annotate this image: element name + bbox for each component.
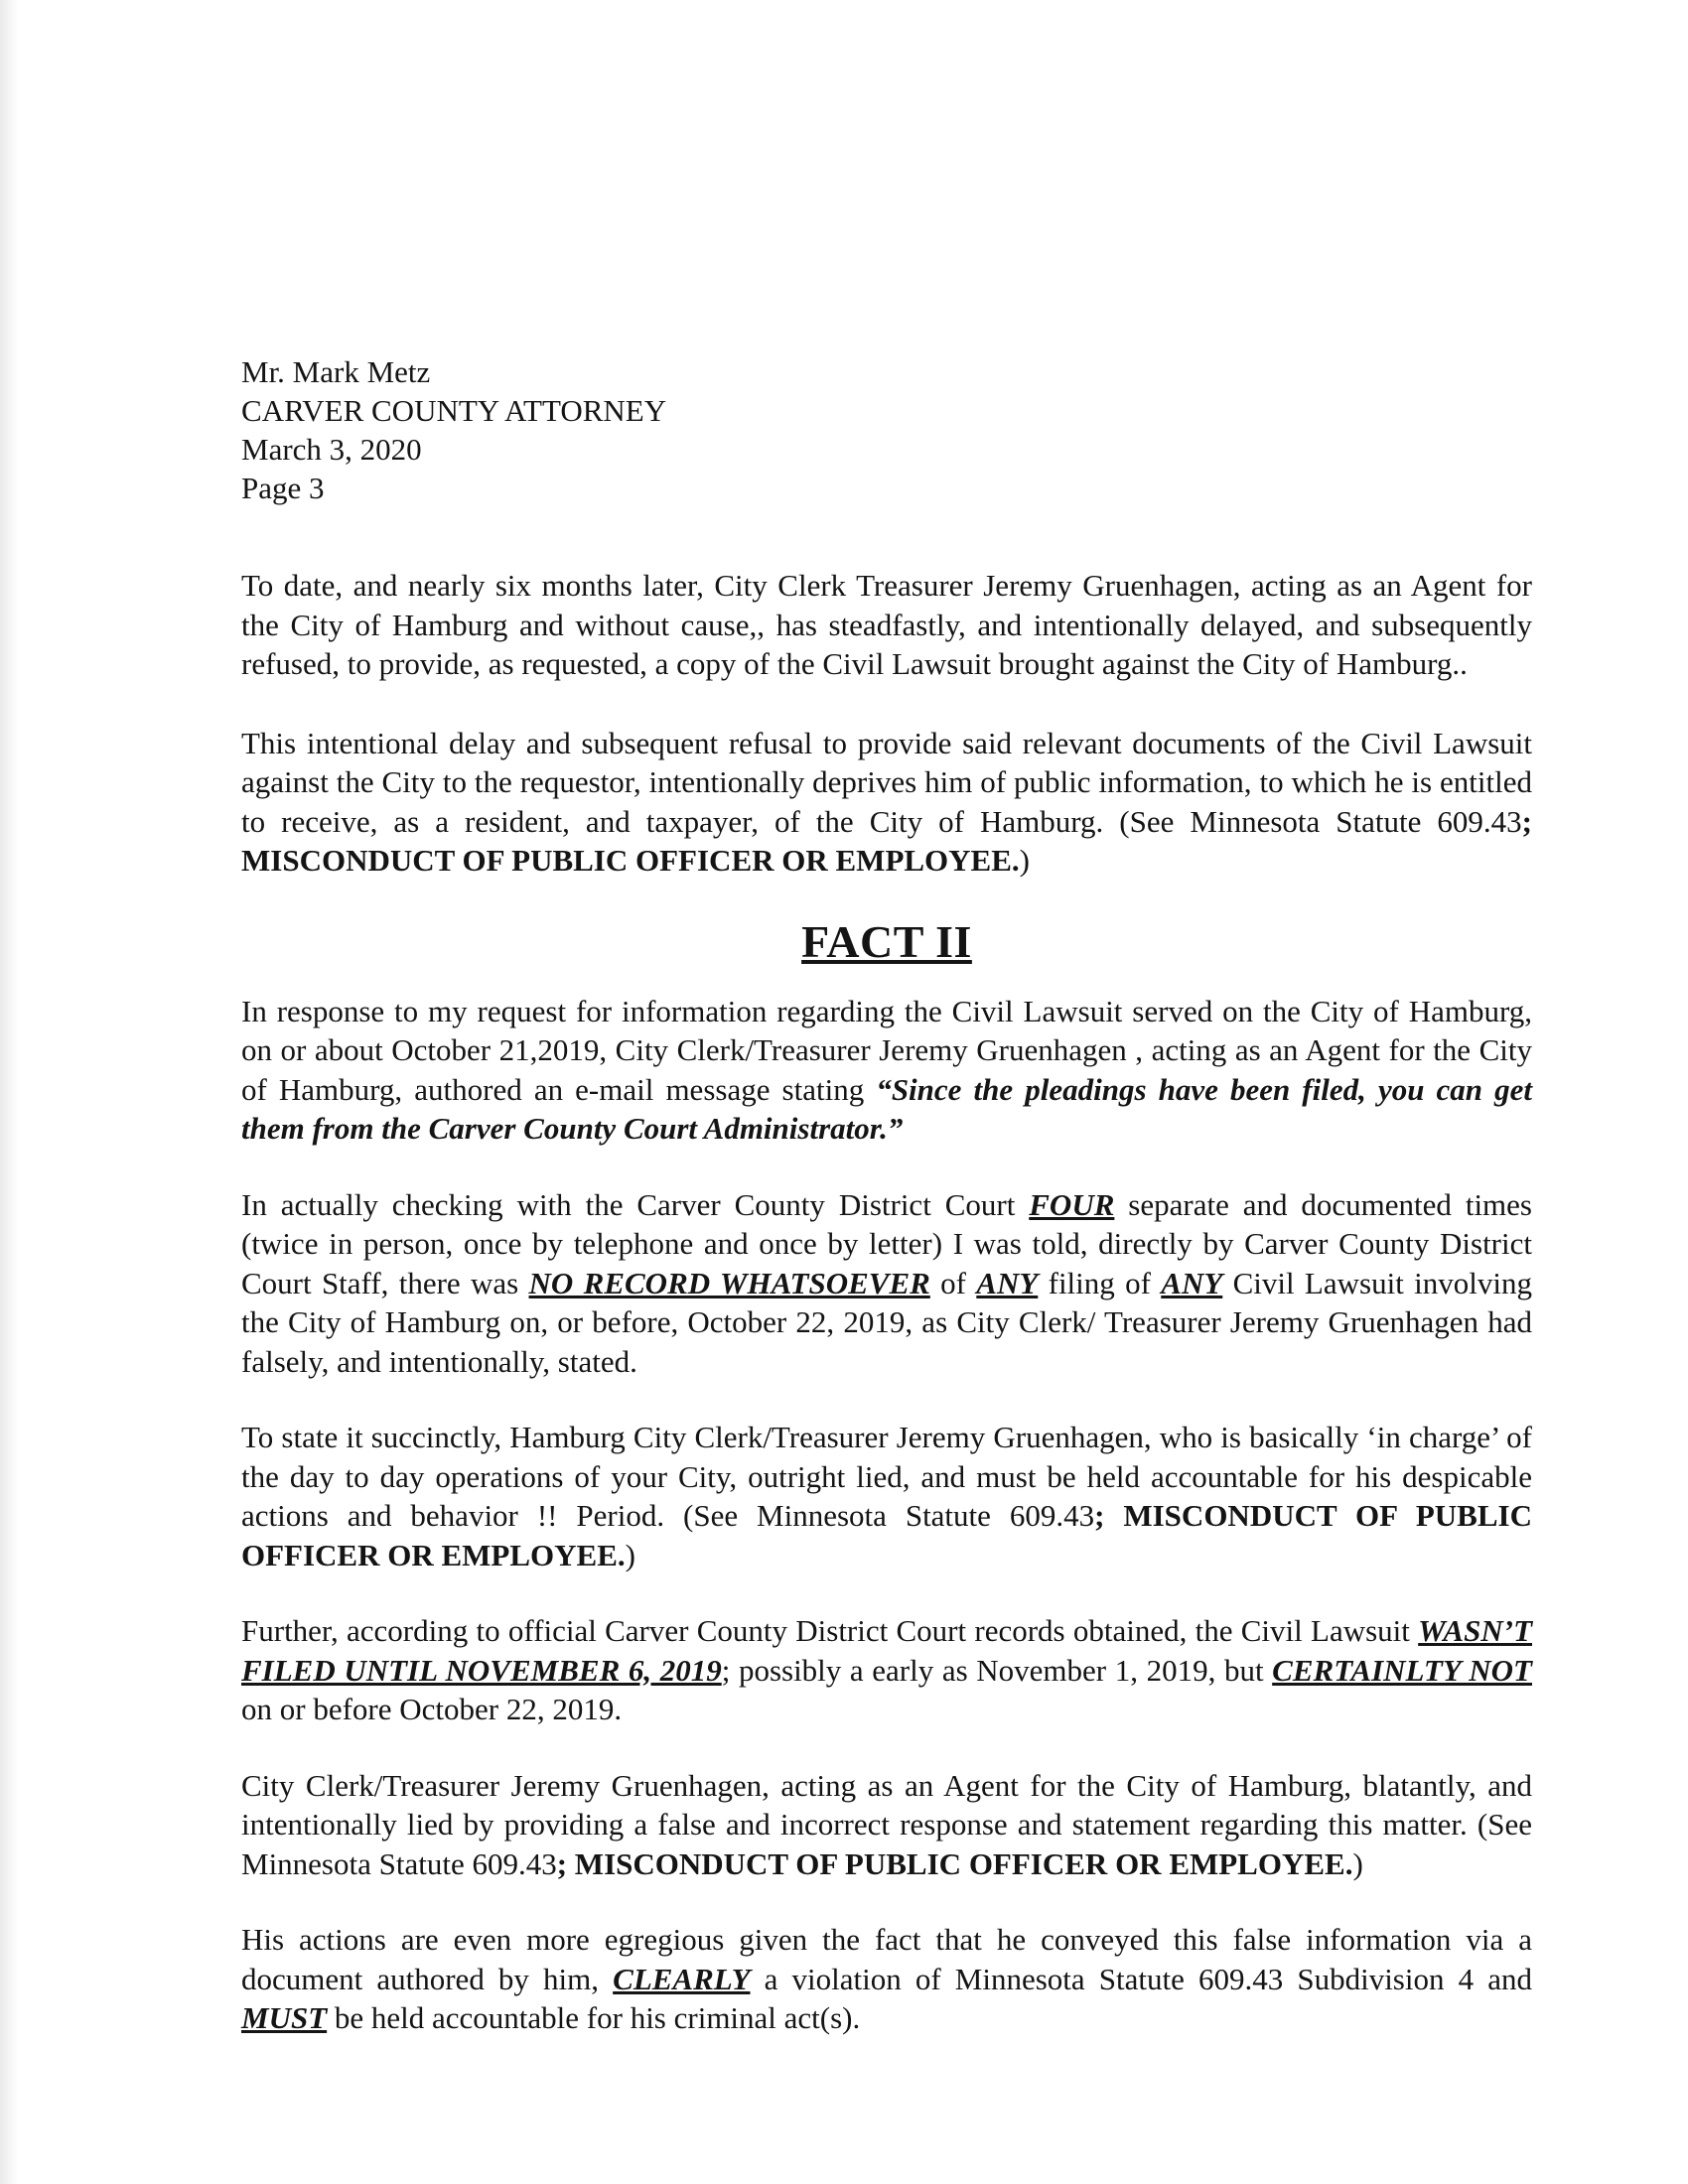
paragraph-deprivation: [241, 724, 1532, 881]
letter-date: March 3, 2020: [241, 432, 422, 467]
paragraph-text: Further, according to official Carver County District Court records obtained, the Civil Lawsuit: [241, 1613, 1419, 1648]
emphasis-text: WASN’T FILED UNTIL NOVEMBER 6, 2019: [241, 1613, 1532, 1688]
email-quote: “Since the pleadings have been filed, you can get them from the Carver County Court Administrator.”: [241, 1071, 1533, 1146]
emphasis-text: ANY: [1161, 1265, 1223, 1300]
emphasis-text: CERTAINLTY NOT: [1272, 1652, 1532, 1688]
statute-reference: ; MISCONDUCT OF PUBLIC OFFICER OR EMPLOYEE.: [241, 1498, 1532, 1572]
paragraph-text: This intentional delay and subsequent refusal to provide said relevant documents of the Civil Lawsuit against the City to the requestor, intentionally deprives him of public information, to which he is entitled to receive, as a resident, and taxpayer, of the City of Hamburg. (See Minnesota Statute 609.43: [241, 725, 1532, 839]
paragraph-text: ): [1352, 1845, 1363, 1881]
statute-reference: ; MISCONDUCT OF PUBLIC OFFICER OR EMPLOYEE.: [241, 803, 1532, 878]
section-heading-fact-ii: FACT II: [801, 915, 972, 967]
paragraph-text: filing of: [1038, 1265, 1162, 1300]
paragraph-text: To date, and nearly six months later, City Clerk Treasurer Jeremy Gruenhagen, acting as an Agent for the City of Hamburg and without cause,, has steadfastly, and intentionally delayed, and subsequently refused, to provide, as requested, a copy of the Civil Lawsuit brought against the City of Hamburg..: [241, 568, 1532, 681]
paragraph-text: His actions are even more egregious given the fact that he conveyed this false information via a document authored by him,: [241, 1922, 1532, 1996]
recipient-name: Mr. Mark Metz: [241, 354, 431, 389]
emphasis-text: NO RECORD WHATSOEVER: [528, 1265, 930, 1300]
paragraph-delay-refusal: [241, 566, 1532, 684]
paragraph-court-check: [241, 1185, 1532, 1382]
paragraph-blatant-lie: [241, 1766, 1532, 1884]
paragraph-outright-lied: [241, 1418, 1532, 1574]
letter-header: [241, 352, 1532, 507]
paragraph-text: ): [625, 1537, 635, 1572]
paragraph-text: separate and documented times (twice in person, once by telephone and once by letter) I was told, directly by Carver County District Court Staff, there was: [241, 1186, 1532, 1300]
paragraph-text: ): [1019, 843, 1030, 878]
paragraph-text: of: [929, 1265, 977, 1300]
paragraph-text: To state it succinctly, Hamburg City Clerk/Treasurer Jeremy Gruenhagen, who is basically ‘in charge’ of the day to day operations of your City, outright lied, and must be held accountable for his despicable actions and behavior !! Period. (See Minnesota Statute 609.43: [241, 1420, 1532, 1533]
paragraph-text: In actually checking with the Carver County District Court: [241, 1186, 1030, 1222]
paragraph-text: In response to my request for information regarding the Civil Lawsuit served on the City of Hamburg, on or about October 21,2019, City Clerk/Treasurer Jeremy Gruenhagen , acting as an Agent for the City of Hamburg, authored an e-mail message stating: [241, 993, 1532, 1107]
statute-reference: ; MISCONDUCT OF PUBLIC OFFICER OR EMPLOYEE.: [556, 1845, 1353, 1881]
emphasis-text: CLEARLY: [613, 1961, 751, 1996]
emphasis-text: MUST: [241, 2000, 328, 2035]
paragraph-text: on or before October 22, 2019.: [241, 1692, 623, 1726]
paragraph-court-records: [241, 1611, 1532, 1729]
paragraph-egregious-actions: [241, 1920, 1532, 2038]
paragraph-text: a violation of Minnesota Statute 609.43 Subdivision 4 and: [750, 1961, 1532, 1996]
emphasis-text: ANY: [976, 1265, 1039, 1300]
emphasis-text: FOUR: [1029, 1186, 1115, 1222]
paragraph-text: ; possibly a early as November 1, 2019, but: [721, 1652, 1273, 1688]
recipient-title: CARVER COUNTY ATTORNEY: [241, 393, 667, 428]
paragraph-text: Civil Lawsuit involving the City of Hamburg on, or before, October 22, 2019, as City Clerk/ Treasurer Jeremy Gruenhagen had falsely, and intentionally, stated.: [241, 1265, 1532, 1379]
paragraph-text: be held accountable for his criminal act(s).: [327, 2000, 861, 2035]
page-number: Page 3: [241, 471, 325, 505]
scan-edge-shadow: [0, 0, 18, 2184]
paragraph-email-response: [241, 992, 1532, 1149]
letter-page: [241, 352, 1532, 2038]
paragraph-text: City Clerk/Treasurer Jeremy Gruenhagen, acting as an Agent for the City of Hamburg, blatantly, and intentionally lied by providing a false and incorrect response and statement regarding this matter. (See Minnesota Statute 609.43: [241, 1767, 1532, 1881]
